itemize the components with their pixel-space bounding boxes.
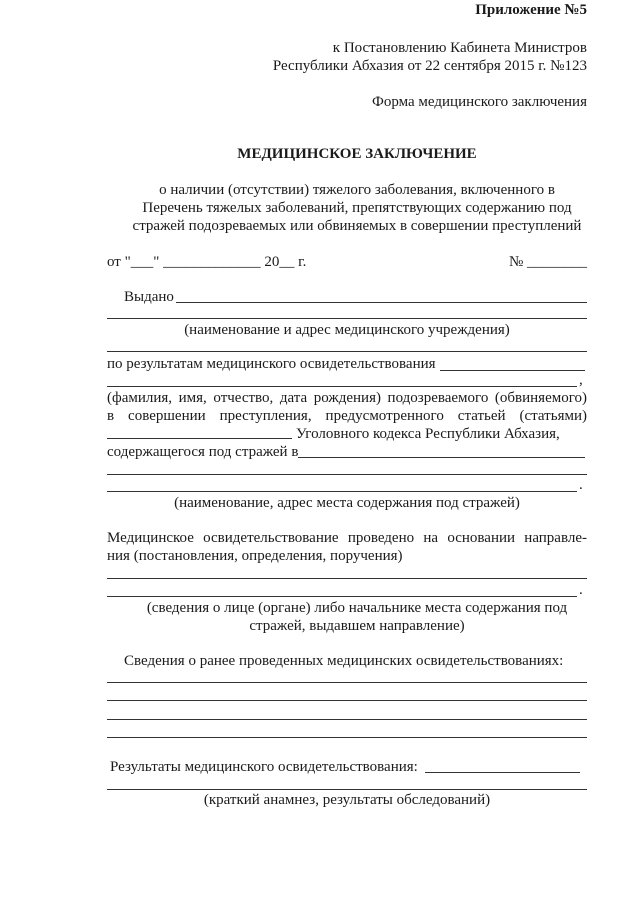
resolution-ref: к Постановлению Кабинета Министров bbox=[332, 40, 587, 56]
number-field[interactable]: № ________ bbox=[508, 254, 587, 270]
results-field[interactable] bbox=[425, 772, 580, 773]
detention-hint: (наименование, адрес места содержания под стражей) bbox=[174, 495, 520, 511]
results-field-2[interactable] bbox=[107, 789, 587, 790]
person-field[interactable] bbox=[440, 370, 585, 371]
institution-hint: (наименование и адрес медицинского учреждения) bbox=[184, 322, 510, 338]
person-field-2[interactable] bbox=[107, 386, 577, 387]
resolution-date: Республики Абхазия от 22 сентября 2015 г. №123 bbox=[272, 58, 587, 74]
document-title: МЕДИЦИНСКОЕ ЗАКЛЮЧЕНИЕ bbox=[237, 146, 477, 162]
previous-exams-field[interactable] bbox=[107, 737, 587, 738]
article-field[interactable] bbox=[107, 438, 292, 439]
detention-field[interactable] bbox=[298, 457, 585, 458]
form-name: Форма медицинского заключения bbox=[372, 94, 587, 110]
detention-field-2[interactable] bbox=[107, 474, 587, 475]
person-text: Уголовного кодекса Республики Абхазия, bbox=[296, 426, 560, 442]
comma: , bbox=[579, 372, 583, 388]
issued-field[interactable] bbox=[176, 302, 587, 303]
previous-exams-field[interactable] bbox=[107, 719, 587, 720]
by-results-label: по результатам медицинского освидетельствования bbox=[107, 356, 436, 372]
institution-field[interactable] bbox=[107, 318, 587, 319]
issuer-hint: стражей, выдавшем направление) bbox=[249, 618, 465, 634]
subtitle-line: о наличии (отсутствии) тяжелого заболевания, включенного в bbox=[159, 182, 555, 198]
person-text: содержащегося под стражей в bbox=[107, 444, 299, 460]
subtitle-line: стражей подозреваемых или обвиняемых в совершении преступлений bbox=[132, 218, 582, 234]
period: . bbox=[579, 477, 583, 493]
date-field[interactable]: от "___" _____________ 20__ г. bbox=[107, 254, 307, 270]
issuer-hint: (сведения о лице (органе) либо начальнике места содержания под bbox=[146, 600, 568, 616]
person-text: (фамилия, имя, отчество, дата рождения) подозреваемого (обвиняемого) bbox=[107, 390, 587, 406]
subtitle-line: Перечень тяжелых заболеваний, препятствующих содержанию под bbox=[142, 200, 572, 216]
previous-exams-label: Сведения о ранее проведенных медицинских освидетельствованиях: bbox=[124, 653, 564, 669]
previous-exams-field[interactable] bbox=[107, 682, 587, 683]
period: . bbox=[579, 582, 583, 598]
appendix-number: Приложение №5 bbox=[475, 2, 587, 18]
basis-text: ния (постановления, определения, поручения) bbox=[107, 548, 403, 564]
anamnesis-hint: (краткий анамнез, результаты обследований) bbox=[203, 792, 491, 808]
basis-text: Медицинское освидетельствование проведено на основании направле- bbox=[107, 530, 587, 546]
basis-field[interactable] bbox=[107, 578, 587, 579]
previous-exams-field[interactable] bbox=[107, 700, 587, 701]
blank-line[interactable] bbox=[107, 351, 587, 352]
results-label: Результаты медицинского освидетельствования: bbox=[110, 759, 418, 775]
basis-field-2[interactable] bbox=[107, 596, 577, 597]
issued-label: Выдано bbox=[124, 289, 174, 305]
person-text: в совершении преступления, предусмотренного статьей (статьями) bbox=[107, 408, 587, 424]
detention-field-3[interactable] bbox=[107, 491, 577, 492]
